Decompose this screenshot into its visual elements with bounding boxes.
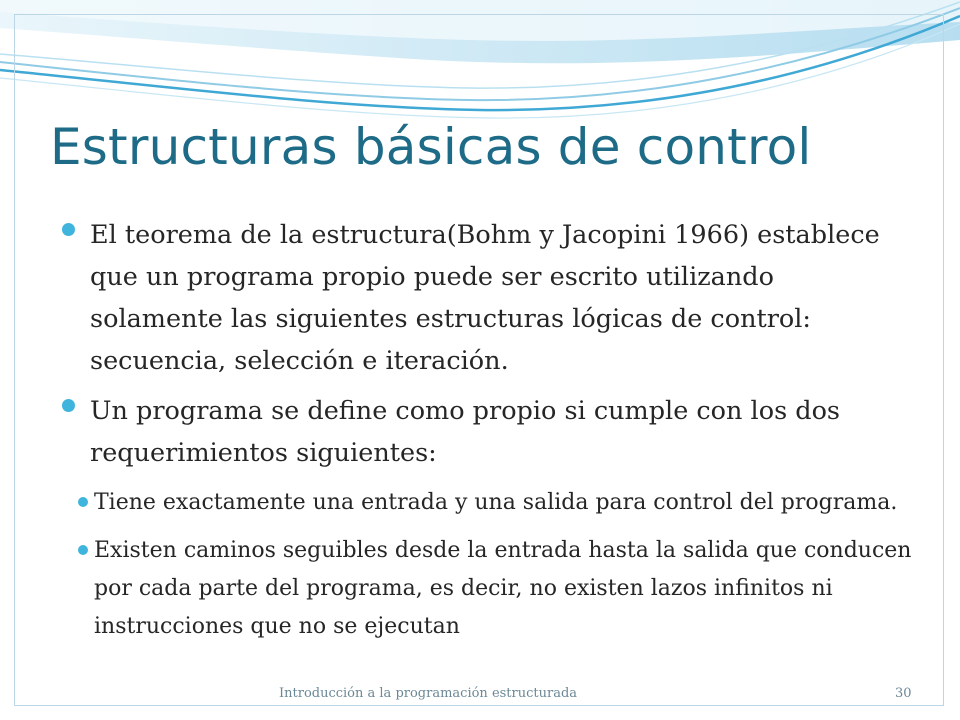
bullet-dot-icon xyxy=(62,223,75,236)
list-item xyxy=(62,390,912,646)
sub-list-item xyxy=(62,484,912,522)
slide-title: Estructuras básicas de control xyxy=(50,118,812,176)
bullet-text: Un programa se define como propio si cumple con los dos requerimientos siguientes: xyxy=(90,396,841,468)
sub-bullet-dot-icon xyxy=(78,497,88,507)
bullet-text: El teorema de la estructura(Bohm y Jacopini 1966) establece que un programa propio puede ser escrito utilizando solamente las siguientes estructuras lógicas de control: secuencia, selección e iteración. xyxy=(90,220,880,376)
footer-text: Introducción a la programación estructurada xyxy=(279,686,578,701)
slide-footer xyxy=(0,684,960,706)
sub-bullet-dot-icon xyxy=(78,545,88,555)
sub-bullet-list xyxy=(62,484,912,646)
sub-bullet-text: Tiene exactamente una entrada y una salida para control del programa. xyxy=(94,490,898,515)
sub-bullet-text: Existen caminos seguibles desde la entrada hasta la salida que conducen por cada parte del programa, es decir, no existen lazos infinitos ni instrucciones que no se ejecutan xyxy=(94,538,912,639)
list-item xyxy=(62,214,912,382)
page-number: 30 xyxy=(895,686,912,701)
bullet-dot-icon xyxy=(62,399,75,412)
sub-list-item xyxy=(62,532,912,646)
bullet-list xyxy=(62,214,912,646)
slide-content xyxy=(62,214,912,656)
